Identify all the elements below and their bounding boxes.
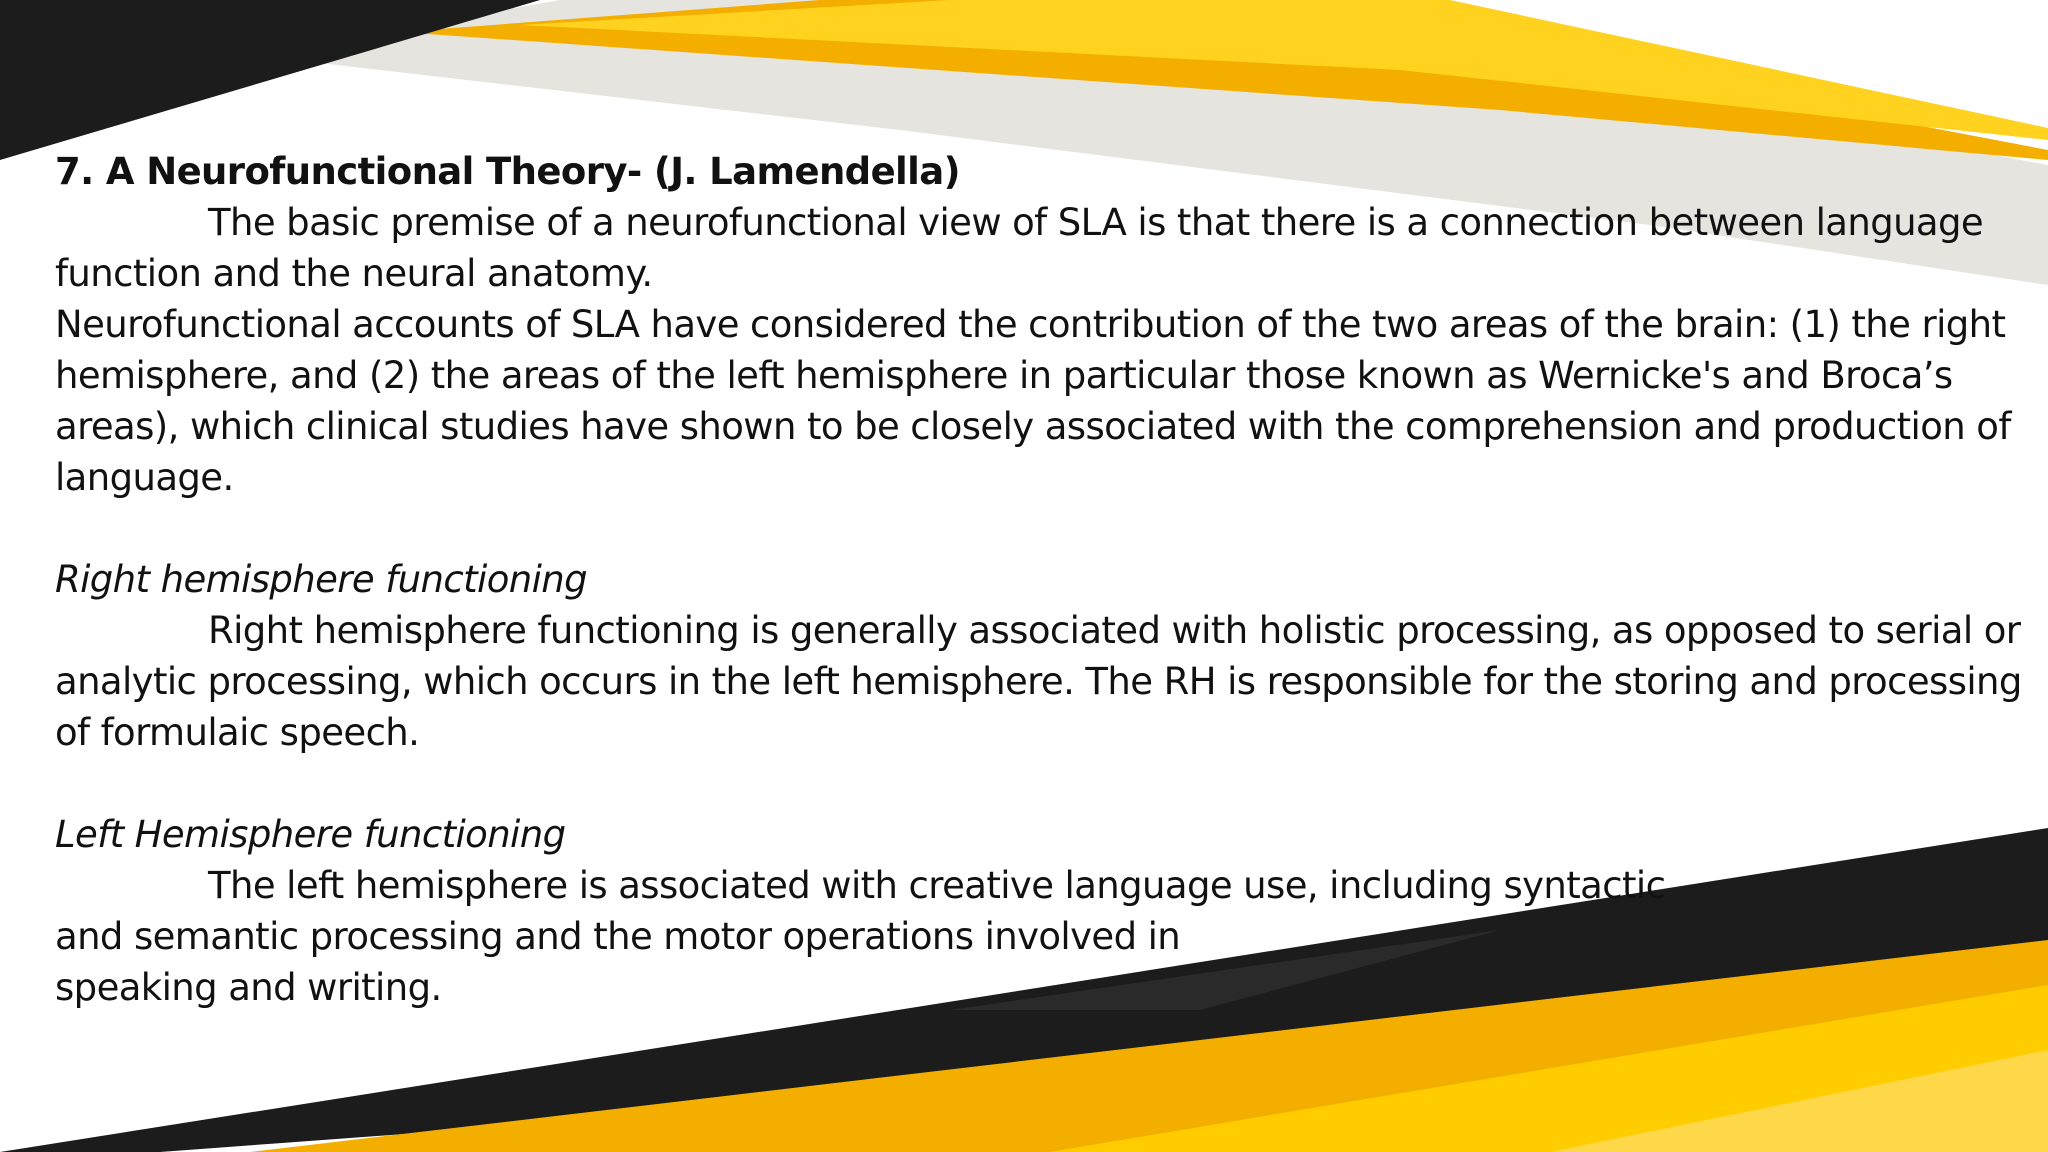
spacer (55, 503, 2015, 554)
intro-line: hemisphere, and (2) the areas of the left hemisphere in particular those known as Wernicke's and Broca’s (55, 354, 1953, 397)
intro-line: Neurofunctional accounts of SLA have considered the contribution of the two areas of the brain: (1) the right (55, 303, 2006, 346)
intro-line: function and the neural anatomy. (55, 252, 653, 295)
left-hemisphere-line: and semantic processing and the motor operations involved in (55, 915, 1181, 958)
left-hemisphere-heading: Left Hemisphere functioning (55, 813, 566, 856)
left-hemisphere-line: The left hemisphere is associated with creative language use, including syntactic (208, 864, 1666, 907)
spacer (55, 758, 2015, 809)
top-black-wedge (0, 0, 540, 160)
intro-line: The basic premise of a neurofunctional view of SLA is that there is a connection between language (208, 201, 1984, 244)
right-hemisphere-line: analytic processing, which occurs in the left hemisphere. The RH is responsible for the storing and processing (55, 660, 2022, 703)
right-hemisphere-line: Right hemisphere functioning is generally associated with holistic processing, as opposed to serial or (208, 609, 2021, 652)
intro-line: areas), which clinical studies have shown to be closely associated with the comprehension and production of (55, 405, 2011, 448)
left-hemisphere-line: speaking and writing. (55, 966, 442, 1009)
right-hemisphere-line: of formulaic speech. (55, 711, 420, 754)
intro-line: language. (55, 456, 234, 499)
slide-body (55, 146, 2022, 1013)
slide-title: 7. A Neurofunctional Theory- (J. Lamendella) (55, 150, 960, 193)
right-hemisphere-heading: Right hemisphere functioning (55, 558, 588, 601)
